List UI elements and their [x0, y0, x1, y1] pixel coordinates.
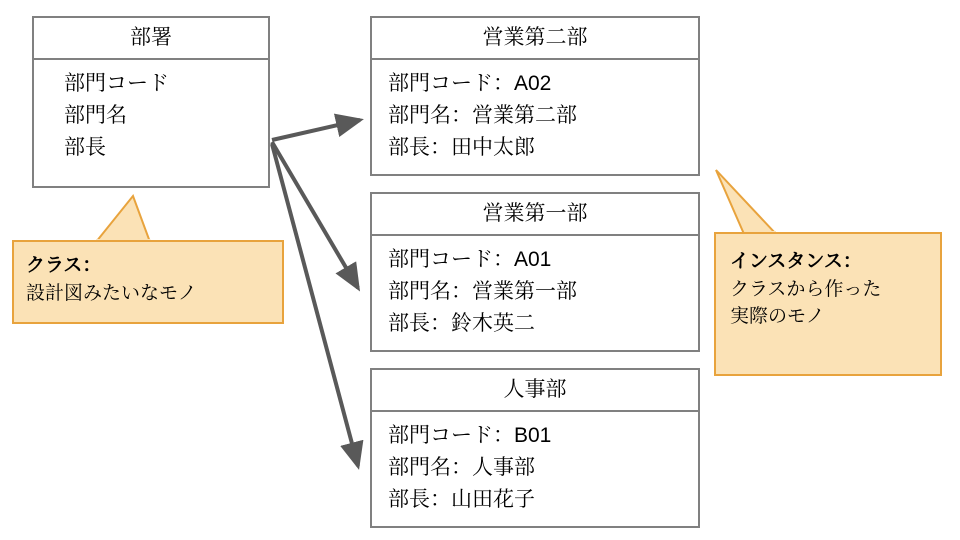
instance-box-fields [372, 412, 698, 524]
class-attribute: 部門コード [64, 72, 169, 95]
instance-field: 部長：山田花子 [388, 487, 535, 511]
instance-box [370, 16, 700, 176]
arrow-to-instance-3 [272, 144, 358, 466]
instance-box-title: 人事部 [372, 370, 698, 412]
class-box [32, 16, 270, 188]
instance-field: 部門コード：A02 [388, 72, 552, 95]
arrow-to-instance-2 [272, 142, 358, 288]
instance-box-fields [372, 60, 698, 172]
class-attribute: 部門名 [64, 103, 127, 127]
instance-field: 部長：鈴木英二 [388, 311, 535, 335]
callout-class-line: 設計図みたいなモノ [26, 282, 197, 304]
callout-class-heading: クラス： [26, 255, 102, 276]
class-attribute: 部長 [64, 135, 106, 159]
callout-left-pointer [96, 196, 150, 242]
instance-field: 部門コード：B01 [388, 424, 552, 447]
instance-field: 部門名：人事部 [388, 455, 535, 479]
class-box-attributes [34, 60, 268, 172]
instance-box [370, 192, 700, 352]
callout-instance-line: 実際のモノ [730, 306, 825, 328]
instance-box-title: 営業第二部 [372, 18, 698, 60]
arrow-to-instance-1 [272, 120, 360, 140]
instance-field: 部門コード：A01 [388, 248, 552, 271]
instance-box-title: 営業第一部 [372, 194, 698, 236]
callout-instance-heading: インスタンス： [730, 251, 862, 272]
instance-field: 部門名：営業第一部 [388, 279, 577, 303]
class-box-title: 部署 [34, 18, 268, 60]
callout-right-pointer [716, 170, 776, 234]
instance-field: 部長：田中太郎 [388, 135, 535, 159]
instance-box-fields [372, 236, 698, 348]
callout-instance [714, 232, 942, 376]
instance-field: 部門名：営業第二部 [388, 103, 577, 127]
instance-box [370, 368, 700, 528]
callout-instance-line: クラスから作った [730, 278, 882, 300]
callout-class [12, 240, 284, 324]
